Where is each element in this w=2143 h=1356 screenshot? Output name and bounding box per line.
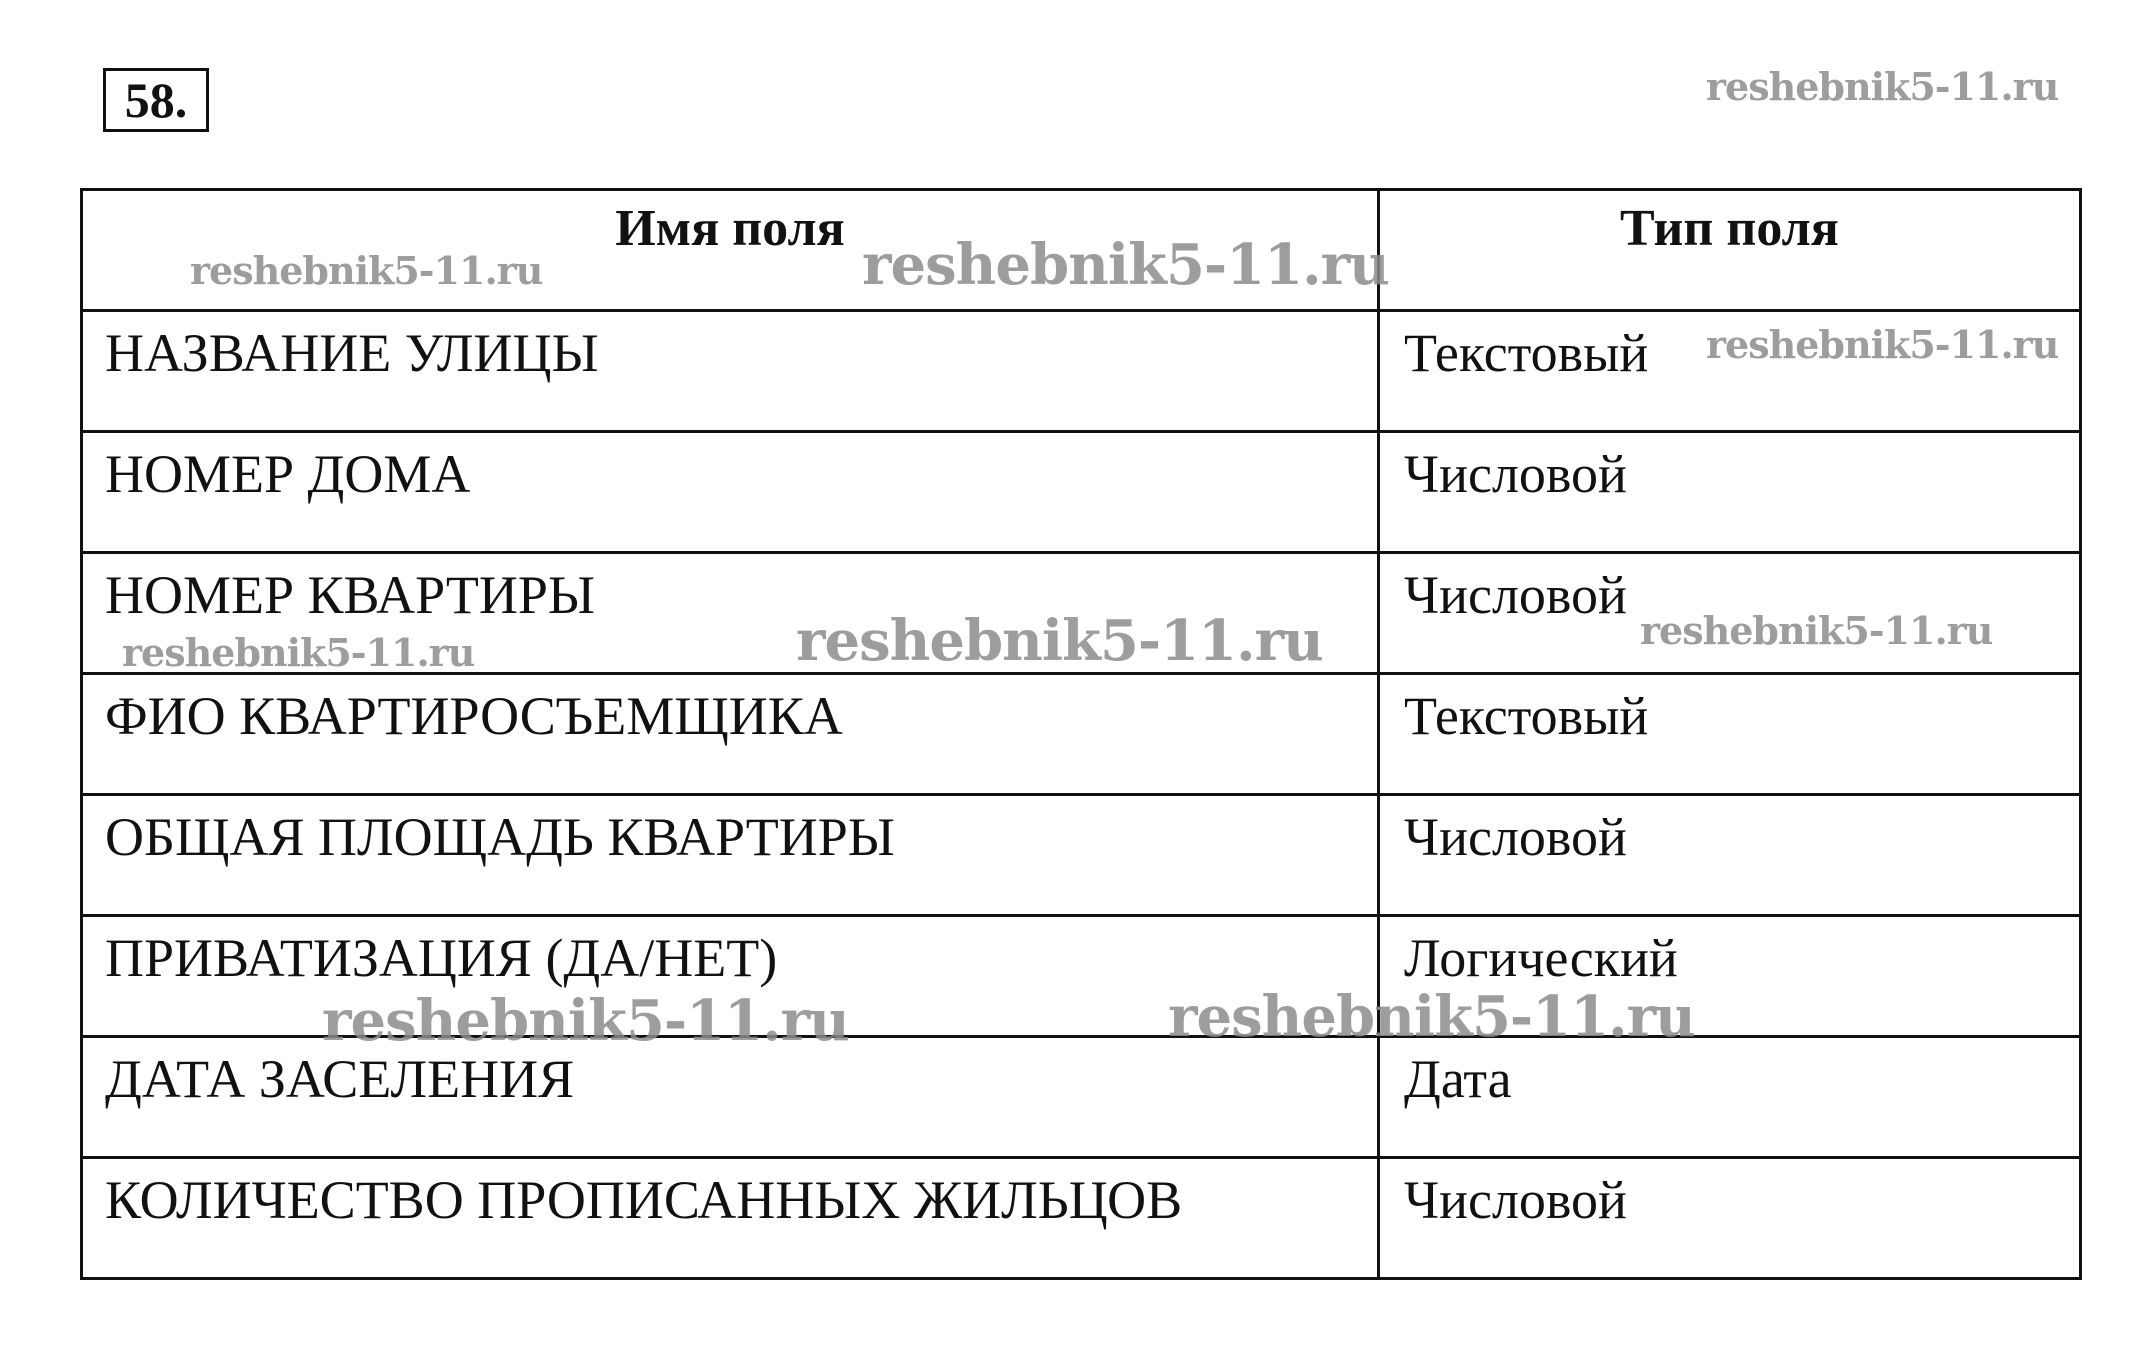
watermark: reshebnik5-11.ru [1706,322,2059,367]
task-number: 58. [103,68,209,132]
field-name-cell: НОМЕР КВАРТИРЫ [82,553,1379,674]
field-type-cell: Числовой [1379,795,2081,916]
field-type-cell: Логический [1379,916,2081,1037]
fields-table [80,188,2082,1280]
field-name-cell: ДАТА ЗАСЕЛЕНИЯ [82,1037,1379,1158]
watermark: reshebnik5-11.ru [190,248,543,293]
watermark: reshebnik5-11.ru [122,630,475,675]
watermark: reshebnik5-11.ru [1640,608,1993,653]
table-header-row [82,190,2081,311]
field-name-cell: ОБЩАЯ ПЛОЩАДЬ КВАРТИРЫ [82,795,1379,916]
field-type-cell: Текстовый [1379,311,2081,432]
table-row [82,1037,2081,1158]
field-name-cell: ПРИВАТИЗАЦИЯ (ДА/НЕТ) [82,916,1379,1037]
watermark: reshebnik5-11.ru [322,988,849,1054]
watermark: reshebnik5-11.ru [1706,64,2059,109]
field-type-cell: Числовой [1379,1158,2081,1279]
field-name-cell: ФИО КВАРТИРОСЪЕМЩИКА [82,674,1379,795]
field-name-cell: НОМЕР ДОМА [82,432,1379,553]
field-name-cell: НАЗВАНИЕ УЛИЦЫ [82,311,1379,432]
field-type-cell: Дата [1379,1037,2081,1158]
table-row [82,916,2081,1037]
watermark: reshebnik5-11.ru [862,232,1389,298]
header-field-type: Тип поля [1379,190,2081,311]
header-field-name: Имя поля [82,190,1379,311]
table-row [82,1158,2081,1279]
field-name-cell: КОЛИЧЕСТВО ПРОПИСАННЫХ ЖИЛЬЦОВ [82,1158,1379,1279]
field-type-cell: Текстовый [1379,674,2081,795]
watermark: reshebnik5-11.ru [1168,984,1695,1050]
field-type-cell: Числовой [1379,432,2081,553]
table-row [82,795,2081,916]
table-row [82,311,2081,432]
field-type-cell: Числовой [1379,553,2081,674]
table-row [82,432,2081,553]
watermark: reshebnik5-11.ru [796,608,1323,674]
table-row [82,674,2081,795]
table-row [82,553,2081,674]
